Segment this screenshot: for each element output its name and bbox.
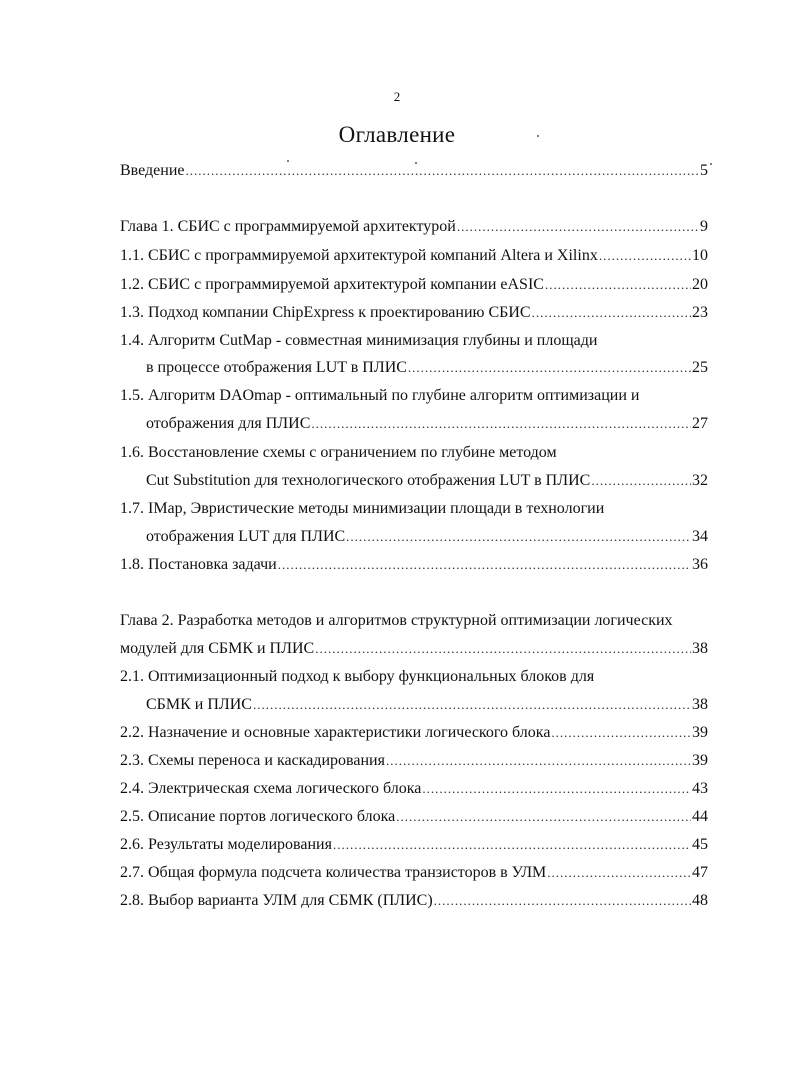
toc-entry-label: СБМК и ПЛИС [146, 696, 252, 713]
page-number: 2 [393, 89, 401, 104]
toc-entry-label: отображения LUT для ПЛИС [146, 528, 346, 545]
dot-leader [545, 275, 691, 295]
scan-speck [415, 162, 417, 164]
toc-entry-chapter-1[interactable] [120, 217, 708, 237]
toc-entry-label: Глава 1. СБИС с программируемой архитектурой [120, 218, 456, 235]
toc-page-number: 10 [692, 247, 708, 264]
toc-entry-1-2[interactable] [120, 275, 708, 295]
toc-entry-label: отображения для ПЛИС [146, 415, 311, 432]
toc-entry-label: 2.7. Общая формула подсчета количества транзисторов в УЛМ [120, 864, 547, 881]
toc-entry-label: модулей для СБМК и ПЛИС [120, 640, 315, 657]
dot-leader [396, 807, 691, 827]
toc-entry-1-5-line1[interactable]: 1.5. Алгоритм DAOmap - оптимальный по глубине алгоритм оптимизации и [120, 387, 640, 404]
toc-entry-1-4-line1[interactable]: 1.4. Алгоритм CutMap - совместная минимизация глубины и площади [120, 332, 598, 349]
dot-leader [408, 358, 691, 378]
toc-entry-chapter-2-line2[interactable] [120, 639, 708, 659]
toc-entry-chapter-2-line1[interactable]: Глава 2. Разработка методов и алгоритмов структурной оптимизации логических [120, 612, 673, 629]
toc-entry-2-1-line1[interactable]: 2.1. Оптимизационный подход к выбору функциональных блоков для [120, 668, 595, 685]
toc-entry-1-1[interactable] [120, 246, 708, 266]
toc-entry-label: 2.3. Схемы переноса и каскадирования [120, 752, 385, 769]
toc-entry-label: 1.1. СБИС с программируемой архитектурой компаний Altera и Xilinx [120, 247, 598, 264]
dot-leader [591, 471, 691, 491]
toc-entry-label: 1.2. СБИС с программируемой архитектурой компании eASIC [120, 276, 544, 293]
toc-entry-1-5-line2[interactable] [146, 414, 708, 434]
dot-leader [315, 639, 691, 659]
toc-entry-2-4[interactable] [120, 779, 708, 799]
toc-entry-label: Cut Substitution для технологического отображения LUT в ПЛИС [146, 472, 591, 489]
toc-page-number: 9 [700, 218, 708, 235]
dot-leader [346, 527, 691, 547]
toc-entry-2-8[interactable] [120, 891, 708, 911]
toc-entry-1-6-line1[interactable]: 1.6. Восстановление схемы с ограничением по глубине методом [120, 444, 557, 461]
toc-page-number: 39 [692, 752, 708, 769]
dot-leader [551, 723, 691, 743]
toc-entry-1-6-line2[interactable] [146, 471, 708, 491]
toc-page-number: 38 [692, 696, 708, 713]
dot-leader [278, 555, 691, 575]
dot-leader [599, 246, 691, 266]
toc-page-number: 20 [692, 276, 708, 293]
toc-page-number: 39 [692, 724, 708, 741]
toc-page-number: 43 [692, 780, 708, 797]
toc-entry-2-7[interactable] [120, 863, 708, 883]
toc-entry-2-6[interactable] [120, 835, 708, 855]
dot-leader [186, 161, 700, 181]
dot-leader [457, 217, 699, 237]
toc-entry-label: 1.8. Постановка задачи [120, 556, 277, 573]
toc-page-number: 45 [692, 836, 708, 853]
page-title: Оглавление [338, 122, 456, 147]
toc-entry-label: 2.8. Выбор варианта УЛМ для СБМК (ПЛИС) [120, 892, 433, 909]
dot-leader [547, 863, 691, 883]
toc-entry-intro[interactable] [120, 161, 708, 181]
toc-entry-label: 2.2. Назначение и основные характеристики логического блока [120, 724, 551, 741]
toc-entry-2-2[interactable] [120, 723, 708, 743]
toc-entry-1-3[interactable] [120, 303, 708, 323]
toc-entry-2-5[interactable] [120, 807, 708, 827]
dot-leader [386, 751, 691, 771]
toc-entry-1-4-line2[interactable] [146, 358, 708, 378]
toc-page-number: 47 [692, 864, 708, 881]
toc-page-number: 48 [692, 892, 708, 909]
toc-page-number: 32 [692, 472, 708, 489]
toc-entry-label: 2.4. Электрическая схема логического блока [120, 780, 422, 797]
toc-page-number: 5 [700, 162, 708, 179]
toc-entry-label: 2.5. Описание портов логического блока [120, 808, 396, 825]
toc-page-number: 25 [692, 359, 708, 376]
toc-page-number: 44 [692, 808, 708, 825]
dot-leader [253, 695, 691, 715]
toc-entry-1-7-line1[interactable]: 1.7. IMap, Эвристические методы минимизации площади в технологии [120, 500, 605, 517]
dot-leader [422, 779, 691, 799]
toc-entry-label: в процессе отображения LUT в ПЛИС [146, 359, 407, 376]
toc-page-number: 34 [692, 528, 708, 545]
toc-page-number: 38 [692, 640, 708, 657]
scan-speck [287, 160, 289, 162]
dot-leader [333, 835, 691, 855]
toc-entry-label: Введение [120, 162, 185, 179]
toc-page-number: 36 [692, 556, 708, 573]
dot-leader [434, 891, 691, 911]
toc-page-number: 27 [692, 415, 708, 432]
toc-page-number: 23 [692, 304, 708, 321]
toc-entry-1-7-line2[interactable] [146, 527, 708, 547]
scan-speck [537, 135, 539, 137]
toc-entry-2-3[interactable] [120, 751, 708, 771]
toc-entry-label: 1.3. Подход компании ChipExpress к проектированию СБИС [120, 304, 531, 321]
toc-entry-1-8[interactable] [120, 555, 708, 575]
dot-leader [532, 303, 691, 323]
toc-entry-label: 2.6. Результаты моделирования [120, 836, 332, 853]
toc-entry-2-1-line2[interactable] [146, 695, 708, 715]
dot-leader [311, 414, 691, 434]
scan-speck [710, 163, 712, 165]
